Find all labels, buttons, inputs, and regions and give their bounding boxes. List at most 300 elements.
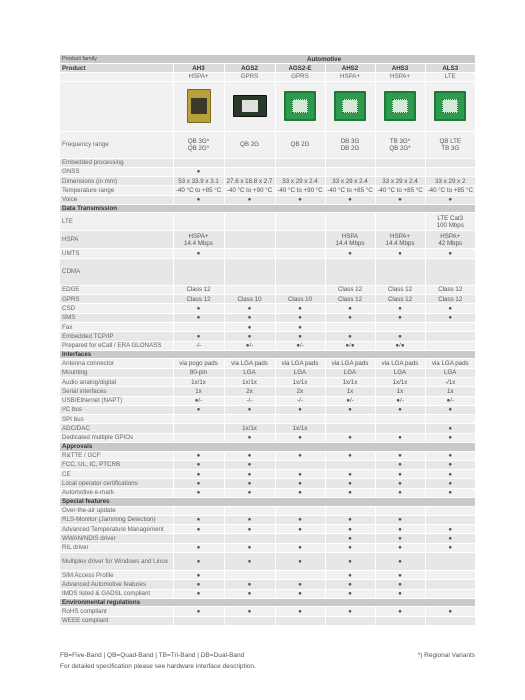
table-row — [60, 195, 475, 204]
table-cell — [173, 424, 224, 433]
table-cell: ● — [173, 313, 224, 322]
row-label: EDGE — [60, 285, 173, 294]
table-cell — [425, 341, 475, 350]
section-header: Approvals — [60, 443, 475, 452]
table-row — [60, 553, 475, 571]
table-cell: Class 12 — [325, 285, 375, 294]
table-cell: ●/- — [275, 341, 325, 350]
table-cell — [425, 506, 475, 515]
table-cell: ● — [275, 313, 325, 322]
table-cell — [173, 433, 224, 442]
table-cell: ● — [224, 405, 275, 414]
row-label: R&TTE / GCF — [60, 451, 173, 460]
table-cell: ● — [375, 433, 425, 442]
table-cell: via LGA pads — [224, 359, 275, 368]
table-cell — [425, 589, 475, 598]
table-cell: ● — [325, 195, 375, 204]
product-name: AGS2 — [224, 64, 275, 73]
table-cell: ● — [375, 470, 425, 479]
table-cell: ● — [275, 195, 325, 204]
table-row — [60, 258, 475, 285]
table-cell — [224, 571, 275, 580]
table-cell — [375, 167, 425, 176]
row-label: Advanced Temperature Management — [60, 525, 173, 534]
table-cell: ● — [425, 433, 475, 442]
table-cell: QB 3G* QB 2G* — [173, 131, 224, 158]
table-cell: ●/- — [325, 396, 375, 405]
row-label: RIL driver — [60, 543, 173, 552]
table-cell — [275, 213, 325, 231]
section-header: Data Transmission — [60, 204, 475, 213]
table-cell: HSPA+ 14.4 Mbps — [173, 231, 224, 249]
technology-cell: GPRS — [224, 73, 275, 82]
module-image — [284, 91, 316, 121]
table-cell: ● — [375, 543, 425, 552]
table-cell: ● — [224, 313, 275, 322]
table-cell: ● — [224, 470, 275, 479]
table-cell — [173, 534, 224, 543]
table-cell: ● — [173, 451, 224, 460]
table-cell: ● — [375, 571, 425, 580]
table-row — [60, 249, 475, 258]
row-label: Over-the-air update — [60, 506, 173, 515]
product-label: Product — [60, 64, 173, 73]
table-cell: ● — [173, 543, 224, 552]
table-row — [60, 433, 475, 442]
table-cell — [224, 616, 275, 625]
table-cell: 1x/1x — [275, 377, 325, 386]
table-cell: ● — [224, 553, 275, 571]
table-row — [60, 313, 475, 322]
section-header-row — [60, 204, 475, 213]
table-cell — [425, 553, 475, 571]
table-cell: ● — [375, 249, 425, 258]
technology-row — [60, 73, 475, 82]
table-cell — [325, 415, 375, 424]
table-cell: ● — [375, 479, 425, 488]
product-family-row — [60, 55, 475, 64]
table-cell — [425, 258, 475, 285]
table-row — [60, 177, 475, 186]
table-cell: 1x/1x — [275, 424, 325, 433]
table-row — [60, 304, 475, 313]
table-cell: ● — [173, 195, 224, 204]
table-cell: ● — [425, 451, 475, 460]
table-cell: -/- — [224, 396, 275, 405]
table-cell — [173, 213, 224, 231]
module-image-cell — [325, 81, 375, 131]
table-cell — [375, 158, 425, 167]
comparison-table — [60, 55, 475, 626]
module-image — [384, 91, 416, 121]
table-row — [60, 213, 475, 231]
table-row — [60, 415, 475, 424]
table-cell: -/- — [173, 341, 224, 350]
table-cell — [275, 231, 325, 249]
table-cell: ● — [173, 607, 224, 616]
table-cell — [325, 167, 375, 176]
row-label: IMDS listed & GADSL compliant — [60, 589, 173, 598]
table-cell: ● — [325, 515, 375, 524]
technology-cell: HSPA+ — [173, 73, 224, 82]
table-cell: ●/- — [425, 396, 475, 405]
table-cell: ● — [375, 580, 425, 589]
table-cell — [375, 424, 425, 433]
table-row — [60, 460, 475, 469]
table-cell — [224, 415, 275, 424]
table-cell: via LGA pads — [325, 359, 375, 368]
table-row — [60, 616, 475, 625]
product-family-label: Product family — [60, 55, 173, 64]
table-cell: 1x/1x — [325, 377, 375, 386]
table-cell: ● — [375, 525, 425, 534]
table-cell — [224, 249, 275, 258]
table-cell — [375, 258, 425, 285]
row-label: WWAN/NDIS driver — [60, 534, 173, 543]
table-cell: -40 °C to +85 °C — [325, 186, 375, 195]
row-label: Dedicated multiple GPIOs — [60, 433, 173, 442]
table-cell: ● — [173, 515, 224, 524]
row-label: USB/Ethernet (NAPT) — [60, 396, 173, 405]
table-cell: 2x — [224, 387, 275, 396]
section-header-row — [60, 498, 475, 507]
table-cell: LGA — [425, 368, 475, 377]
table-row — [60, 295, 475, 304]
table-cell: ● — [224, 322, 275, 331]
table-cell: ● — [173, 249, 224, 258]
table-cell: ● — [375, 488, 425, 497]
table-cell — [275, 460, 325, 469]
row-label: GNSS — [60, 167, 173, 176]
row-label: CDMA — [60, 258, 173, 285]
table-cell: ● — [425, 460, 475, 469]
table-cell: ● — [325, 470, 375, 479]
table-cell — [275, 616, 325, 625]
table-cell — [425, 322, 475, 331]
table-cell — [275, 534, 325, 543]
table-cell: 33 x 29 x 2.4 — [275, 177, 325, 186]
table-cell — [173, 415, 224, 424]
table-cell — [375, 213, 425, 231]
table-cell: -/1x — [425, 377, 475, 386]
table-cell: 33 x 29 x 2.4 — [325, 177, 375, 186]
table-cell: LGA — [224, 368, 275, 377]
table-row — [60, 377, 475, 386]
section-header-row — [60, 598, 475, 607]
row-label: UMTS — [60, 249, 173, 258]
table-cell: ● — [375, 313, 425, 322]
row-label: HSPA — [60, 231, 173, 249]
table-cell — [173, 258, 224, 285]
table-cell: ● — [275, 470, 325, 479]
table-row — [60, 543, 475, 552]
table-cell: QB 2G — [224, 131, 275, 158]
row-label: Multiplex driver for Windows and Linux — [60, 553, 173, 571]
table-row — [60, 131, 475, 158]
table-cell: 53 x 33.9 x 3.1 — [173, 177, 224, 186]
table-cell: ● — [325, 488, 375, 497]
table-cell: Class 12 — [425, 295, 475, 304]
table-cell: ● — [275, 525, 325, 534]
table-cell — [375, 506, 425, 515]
row-label: Fax — [60, 322, 173, 331]
table-cell — [425, 515, 475, 524]
regional-variants-note: *) Regional Variants — [417, 652, 475, 659]
table-cell: ● — [275, 607, 325, 616]
table-cell — [425, 415, 475, 424]
table-cell — [224, 231, 275, 249]
table-cell: Class 10 — [275, 295, 325, 304]
row-label: RLS-Monitor (Jamming Detection) — [60, 515, 173, 524]
table-cell: ● — [425, 607, 475, 616]
table-cell: LGA — [275, 368, 325, 377]
table-cell: ● — [425, 534, 475, 543]
row-label: SIM Access Profile — [60, 571, 173, 580]
table-cell: ● — [224, 433, 275, 442]
table-cell: 27.6 x 18.8 x 2.7 — [224, 177, 275, 186]
table-row — [60, 341, 475, 350]
row-label: Frequency range — [60, 131, 173, 158]
table-cell: ● — [224, 589, 275, 598]
table-cell: ● — [425, 470, 475, 479]
table-cell: ● — [275, 451, 325, 460]
table-cell — [275, 167, 325, 176]
table-cell: ●/- — [173, 396, 224, 405]
module-image-cell — [173, 81, 224, 131]
table-cell: Class 12 — [173, 285, 224, 294]
section-header-row — [60, 443, 475, 452]
table-cell — [173, 506, 224, 515]
product-name: AGS2-E — [275, 64, 325, 73]
table-cell: 1x — [325, 387, 375, 396]
table-cell: -40 °C to +90 °C — [224, 186, 275, 195]
table-cell: ● — [224, 451, 275, 460]
table-row — [60, 451, 475, 460]
table-cell: ● — [325, 405, 375, 414]
table-cell — [224, 534, 275, 543]
table-row — [60, 405, 475, 414]
table-cell: ● — [425, 479, 475, 488]
table-cell: via pogo pads — [173, 359, 224, 368]
table-row — [60, 332, 475, 341]
table-cell: LTE Cat3 100 Mbps — [425, 213, 475, 231]
product-name: AHS2 — [325, 64, 375, 73]
table-cell: ● — [325, 580, 375, 589]
module-image — [233, 95, 267, 117]
table-cell: ● — [224, 195, 275, 204]
table-cell: ● — [425, 525, 475, 534]
section-header-row — [60, 350, 475, 359]
table-cell — [325, 424, 375, 433]
table-cell: ● — [325, 589, 375, 598]
table-cell: ● — [173, 332, 224, 341]
spec-note: For detailed specification please see hardware interface description. — [60, 663, 256, 670]
table-cell: ● — [325, 553, 375, 571]
product-name: ALS3 — [425, 64, 475, 73]
technology-cell: GPRS — [275, 73, 325, 82]
table-cell: 1x — [173, 387, 224, 396]
table-row — [60, 359, 475, 368]
table-cell: ● — [425, 304, 475, 313]
table-cell: ● — [375, 332, 425, 341]
table-cell: ● — [425, 424, 475, 433]
table-row — [60, 607, 475, 616]
table-cell: ● — [325, 433, 375, 442]
table-cell: 2x — [275, 387, 325, 396]
product-name: AHS3 — [375, 64, 425, 73]
table-cell: 33 x 29 x 2.4 — [375, 177, 425, 186]
table-cell: ● — [173, 589, 224, 598]
table-cell — [224, 213, 275, 231]
table-row — [60, 186, 475, 195]
table-cell — [425, 167, 475, 176]
table-cell: ● — [275, 433, 325, 442]
module-image-cell — [425, 81, 475, 131]
row-label: CE — [60, 470, 173, 479]
table-cell: 1x/1x — [224, 424, 275, 433]
table-cell: QB LTE TB 3G — [425, 131, 475, 158]
table-cell: via LGA pads — [275, 359, 325, 368]
table-cell: ● — [173, 571, 224, 580]
table-cell: HSPA+ 42 Mbps — [425, 231, 475, 249]
table-cell: -40 °C to +90 °C — [275, 186, 325, 195]
table-cell: ● — [275, 304, 325, 313]
row-label: ADC/DAC — [60, 424, 173, 433]
row-label: Audio analog/digital — [60, 377, 173, 386]
table-cell — [224, 167, 275, 176]
table-cell: ● — [375, 534, 425, 543]
table-cell: ● — [224, 332, 275, 341]
table-row — [60, 525, 475, 534]
table-cell — [425, 571, 475, 580]
table-cell: ● — [224, 515, 275, 524]
table-cell — [275, 158, 325, 167]
table-row — [60, 158, 475, 167]
table-cell: ● — [375, 553, 425, 571]
table-cell — [173, 616, 224, 625]
table-cell — [173, 158, 224, 167]
table-cell: ● — [275, 580, 325, 589]
table-cell: -40 °C to +85 °C — [425, 186, 475, 195]
table-cell — [425, 616, 475, 625]
table-cell — [425, 332, 475, 341]
table-cell: ● — [275, 515, 325, 524]
table-cell: -/- — [275, 396, 325, 405]
row-label: Embedded processing — [60, 158, 173, 167]
table-cell: 1x/1x — [173, 377, 224, 386]
table-cell: 1x — [375, 387, 425, 396]
table-cell: ● — [325, 525, 375, 534]
table-cell — [224, 158, 275, 167]
table-cell — [275, 415, 325, 424]
table-row — [60, 231, 475, 249]
table-cell: QB 2G — [275, 131, 325, 158]
table-cell: ● — [425, 405, 475, 414]
table-cell: ● — [425, 543, 475, 552]
table-cell: Class 12 — [325, 295, 375, 304]
table-cell: ● — [325, 607, 375, 616]
section-header: Interfaces — [60, 350, 475, 359]
table-cell: DB 3G DB 2G — [325, 131, 375, 158]
technology-cell: HSPA+ — [375, 73, 425, 82]
product-row — [60, 64, 475, 73]
table-cell: ● — [375, 304, 425, 313]
row-label: RoHS compliant — [60, 607, 173, 616]
table-cell — [325, 158, 375, 167]
table-cell: ● — [375, 515, 425, 524]
module-image — [434, 91, 466, 121]
table-cell: ●/● — [375, 341, 425, 350]
table-cell — [275, 506, 325, 515]
row-label: Prepared for eCall / ERA GLONASS — [60, 341, 173, 350]
table-cell: ● — [375, 195, 425, 204]
table-cell — [325, 460, 375, 469]
table-cell: ● — [425, 249, 475, 258]
table-cell — [325, 322, 375, 331]
table-row — [60, 479, 475, 488]
table-cell — [325, 506, 375, 515]
table-cell — [224, 258, 275, 285]
table-cell: 1x — [425, 387, 475, 396]
table-cell: ● — [173, 167, 224, 176]
module-image-cell — [275, 81, 325, 131]
table-row — [60, 580, 475, 589]
table-cell: ● — [224, 543, 275, 552]
row-label: LTE — [60, 213, 173, 231]
row-label: SMS — [60, 313, 173, 322]
row-label: SPI bus — [60, 415, 173, 424]
row-label: CSD — [60, 304, 173, 313]
row-label: Automotive e-mark — [60, 488, 173, 497]
row-label: Embedded TCP/IP — [60, 332, 173, 341]
table-cell: ● — [173, 405, 224, 414]
module-image-cell — [224, 81, 275, 131]
table-cell: Class 12 — [375, 295, 425, 304]
table-row — [60, 515, 475, 524]
table-cell — [375, 322, 425, 331]
technology-cell: HSPA+ — [325, 73, 375, 82]
module-image-cell — [375, 81, 425, 131]
technology-cell: LTE — [425, 73, 475, 82]
table-cell: ● — [375, 451, 425, 460]
table-cell: 80-pin — [173, 368, 224, 377]
table-cell: HSPA+ 14.4 Mbps — [375, 231, 425, 249]
table-row — [60, 167, 475, 176]
table-cell — [224, 506, 275, 515]
table-cell: ● — [325, 451, 375, 460]
table-row — [60, 285, 475, 294]
table-cell — [375, 616, 425, 625]
table-cell: via LGA pads — [375, 359, 425, 368]
table-cell — [325, 213, 375, 231]
table-cell: ● — [375, 405, 425, 414]
table-cell: ● — [173, 304, 224, 313]
row-label: Antenna connector — [60, 359, 173, 368]
table-row — [60, 571, 475, 580]
table-cell: ● — [173, 580, 224, 589]
product-family-value: Automotive — [173, 55, 475, 64]
section-header: Environmental regulations — [60, 598, 475, 607]
table-row — [60, 470, 475, 479]
row-label: Temperature range — [60, 186, 173, 195]
module-image — [187, 89, 211, 123]
table-cell: Class 12 — [173, 295, 224, 304]
table-row — [60, 424, 475, 433]
table-cell: ● — [275, 589, 325, 598]
table-cell: ● — [325, 479, 375, 488]
row-label: Mounting — [60, 368, 173, 377]
table-cell: ● — [224, 525, 275, 534]
